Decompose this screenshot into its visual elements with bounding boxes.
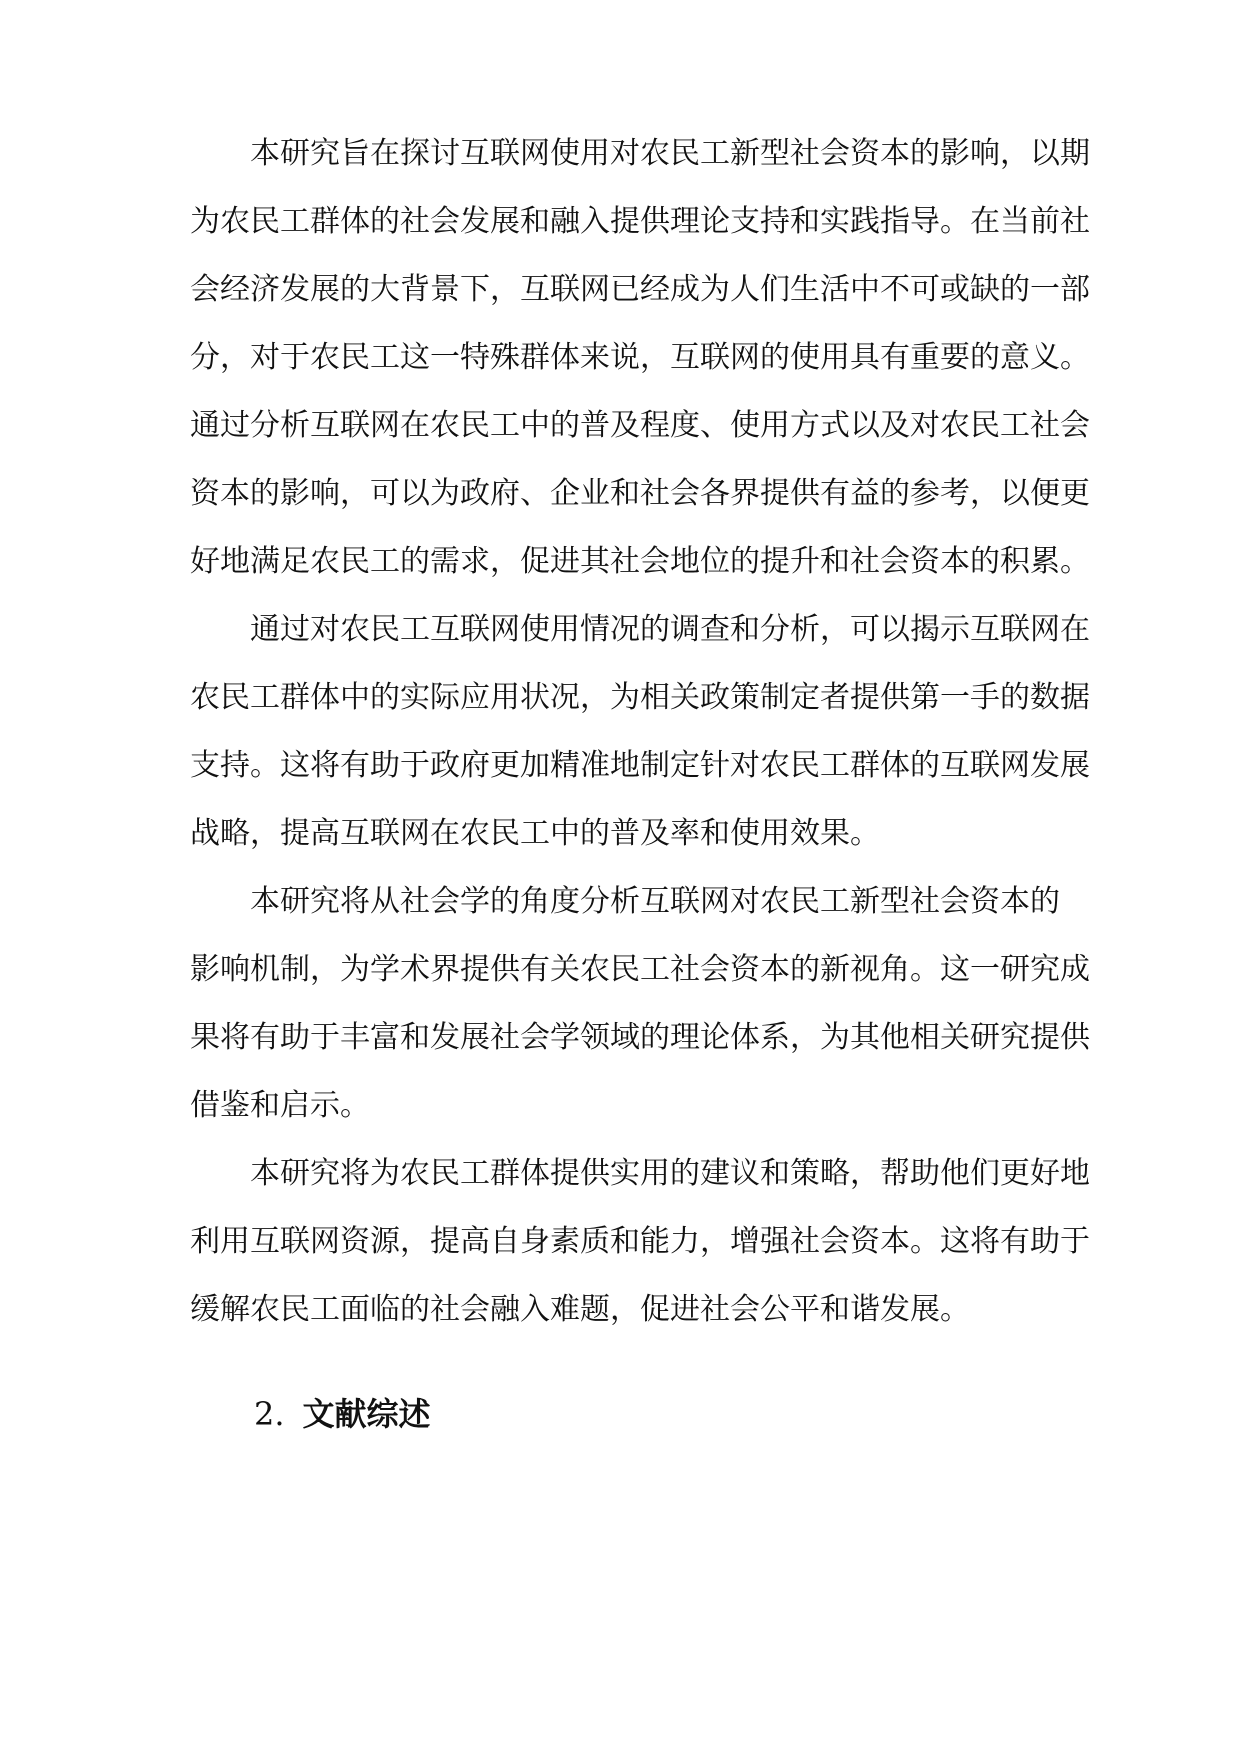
paragraph-1-line-3: 会经济发展的大背景下，互联网已经成为人们生活中不可或缺的一部 (190, 272, 1090, 307)
paragraph-4-line-3: 缓解农民工面临的社会融入难题，促进社会公平和谐发展。 (190, 1292, 970, 1327)
paragraph-1-line-6: 资本的影响，可以为政府、企业和社会各界提供有益的参考，以便更 (190, 476, 1090, 511)
section-number: 2. (254, 1395, 285, 1433)
paragraph-2-line-2: 农民工群体中的实际应用状况，为相关政策制定者提供第一手的数据 (190, 680, 1090, 715)
paragraph-1-line-1: 本研究旨在探讨互联网使用对农民工新型社会资本的影响，以期 (190, 136, 1090, 171)
paragraph-2-line-3: 支持。这将有助于政府更加精准地制定针对农民工群体的互联网发展 (190, 748, 1090, 783)
paragraph-1-line-4: 分，对于农民工这一特殊群体来说，互联网的使用具有重要的意义。 (190, 340, 1090, 375)
paragraph-3-line-3: 果将有助于丰富和发展社会学领域的理论体系，为其他相关研究提供 (190, 1020, 1090, 1055)
section-heading (254, 1392, 431, 1436)
paragraph-4-line-2: 利用互联网资源，提高自身素质和能力，增强社会资本。这将有助于 (190, 1224, 1090, 1259)
paragraph-1-line-5: 通过分析互联网在农民工中的普及程度、使用方式以及对农民工社会 (190, 408, 1090, 443)
paragraph-4-line-1: 本研究将为农民工群体提供实用的建议和策略，帮助他们更好地 (190, 1156, 1090, 1191)
paragraph-3-line-4: 借鉴和启示。 (190, 1088, 370, 1123)
paragraph-2-line-4: 战略，提高互联网在农民工中的普及率和使用效果。 (190, 816, 880, 851)
paragraph-3-line-1: 本研究将从社会学的角度分析互联网对农民工新型社会资本的 (190, 884, 1060, 919)
paragraph-3-line-2: 影响机制，为学术界提供有关农民工社会资本的新视角。这一研究成 (190, 952, 1090, 987)
paragraph-1-line-2: 为农民工群体的社会发展和融入提供理论支持和实践指导。在当前社 (190, 204, 1090, 239)
section-title: 文献综述 (302, 1395, 431, 1433)
paragraph-2-line-1: 通过对农民工互联网使用情况的调查和分析，可以揭示互联网在 (190, 612, 1090, 647)
paragraph-1-line-7: 好地满足农民工的需求，促进其社会地位的提升和社会资本的积累。 (190, 544, 1090, 579)
